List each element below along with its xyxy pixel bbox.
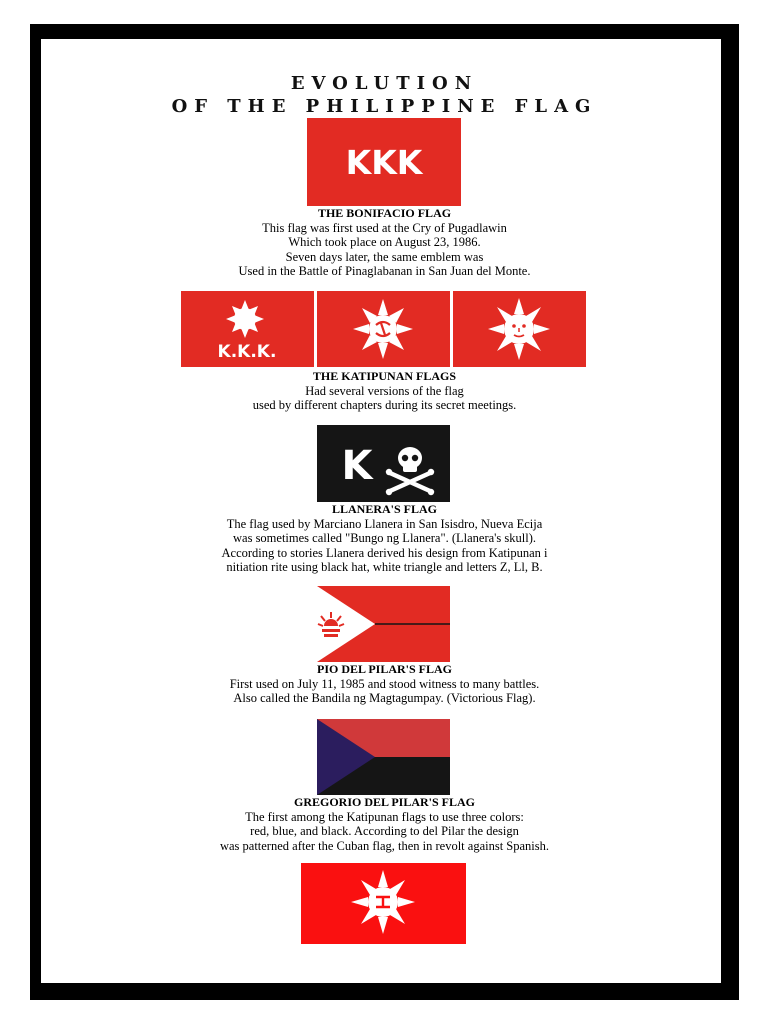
title-line-2: OF THE PHILIPPINE FLAG [171,96,598,117]
pio-del-pilar-caption [30,662,739,706]
llanera-flag-title: LLANERA'S FLAG [331,502,438,516]
bonifacio-line: Used in the Battle of Pinaglabanan in San Juan del Monte. [238,264,531,278]
llanera-line: was sometimes called "Bungo ng Llanera". (Llanera's skull). [233,531,536,545]
gregorio-del-pilar-flag [317,719,450,795]
katipunan-line: used by different chapters during its secret meetings. [252,398,517,412]
pio-del-pilar-line: First used on July 11, 1985 and stood witness to many battles. [229,676,540,691]
sun-icon [353,299,413,359]
pio-del-pilar-flag [317,586,450,662]
katipunan-flag-2 [317,291,450,367]
gregorio-del-pilar-caption [30,795,739,853]
bonifacio-caption [30,206,739,279]
katipunan-flag-1 [181,291,314,367]
llanera-caption [30,502,739,575]
bonifacio-flag [307,118,461,206]
llanera-flag [317,425,450,502]
pio-del-pilar-flag-title: PIO DEL PILAR'S FLAG [316,662,453,676]
sun-face-icon [488,298,550,360]
llanera-line: According to stories Llanera derived his design from Katipunan i [221,545,548,560]
katipunan-caption [30,369,739,413]
sun-flag [301,863,466,944]
gregorio-del-pilar-line: was patterned after the Cuban flag, then in revolt against Spanish. [219,838,550,853]
pio-del-pilar-line: Also called the Bandila ng Magtagumpay. (Victorious Flag). [233,691,536,705]
llanera-line: nitiation rite using black hat, white triangle and letters Z, Ll, B. [226,560,543,574]
bonifacio-line: This flag was first used at the Cry of Pugadlawin [262,220,507,235]
gregorio-del-pilar-line: The first among the Katipunan flags to use three colors: [245,809,524,824]
llanera-line: The flag used by Marciano Llanera in San Isisdro, Nueva Ecija [226,516,543,531]
document-title [30,72,739,118]
katipunan-line: Had several versions of the flag [305,383,464,398]
bonifacio-line: Seven days later, the same emblem was [285,249,484,264]
gregorio-del-pilar-flag-title: GREGORIO DEL PILAR'S FLAG [293,795,476,809]
katipunan-flags-title: THE KATIPUNAN FLAGS [312,369,457,383]
title-line-1: EVOLUTION [290,73,479,94]
bonifacio-flag-emblem: KKK [345,143,423,182]
bonifacio-line: Which took place on August 23, 1986. [288,235,481,249]
katipunan-flag-3 [453,291,586,367]
gregorio-del-pilar-line: red, blue, and black. According to del Pilar the design [250,824,519,838]
bonifacio-flag-title: THE BONIFACIO FLAG [317,206,452,220]
katipunan-flag-emblem: K.K.K. [217,342,277,362]
llanera-flag-emblem: K [341,443,373,489]
